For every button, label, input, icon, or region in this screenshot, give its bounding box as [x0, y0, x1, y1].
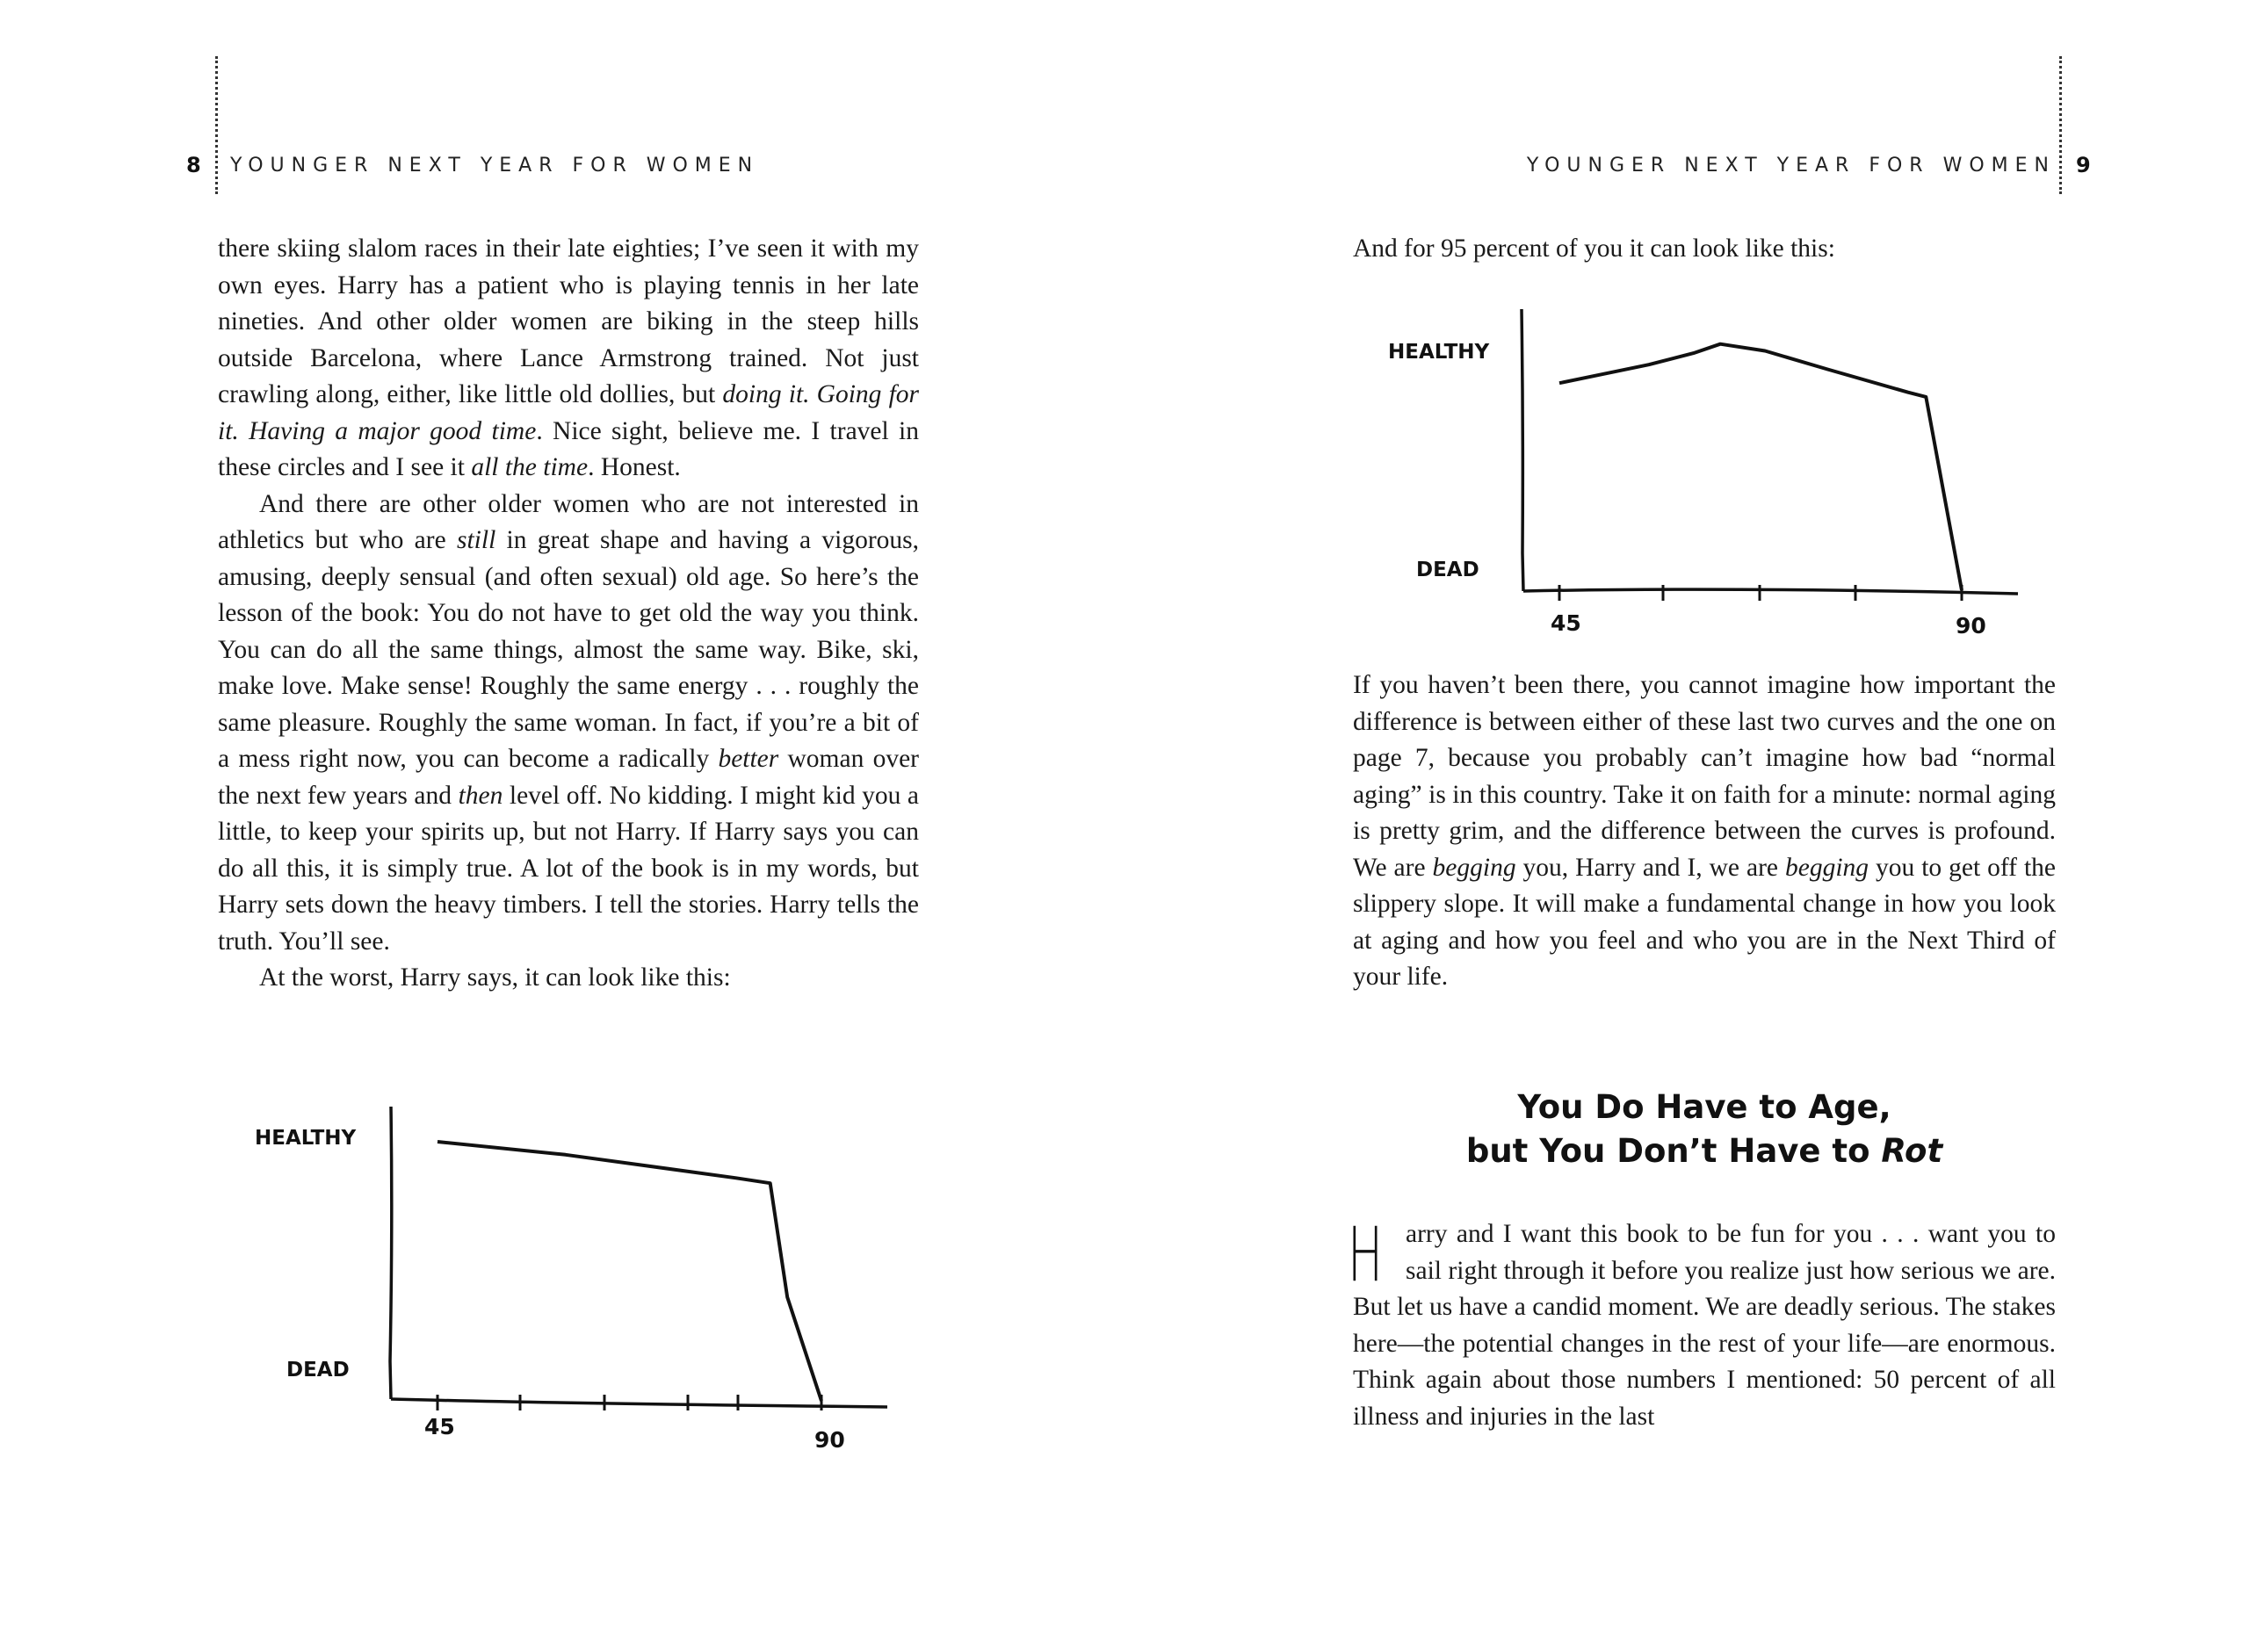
body-text-middle — [1353, 667, 2056, 996]
page-number: 8 — [186, 153, 201, 177]
y-label-dead: DEAD — [286, 1359, 350, 1381]
health-curve — [438, 1142, 821, 1401]
y-label-healthy: HEALTHY — [255, 1127, 357, 1150]
health-curve — [1559, 344, 1962, 590]
heading-line-2: but You Don’t Have to Rot — [1465, 1132, 1943, 1170]
section-heading — [1353, 1086, 2056, 1173]
running-head: YOUNGER NEXT YEAR FOR WOMEN — [230, 155, 760, 177]
body-text — [218, 231, 919, 997]
y-label-dead: DEAD — [1416, 559, 1479, 581]
page-number: 9 — [2076, 153, 2091, 177]
x-tick-label: 45 — [1551, 610, 1581, 636]
paragraph: If you haven’t been there, you cannot imagine how important the difference is between either of these last two curves and the one on page 7, because you probably can’t imagine how bad “normal aging” is in this country. Take it on faith for a minute: normal aging is pretty grim, and the difference between the curves is profound. We are begging you, Harry and I, we are begging you to get off the slippery slope. It will make a fundamental change in how you look at aging and how you feel and who you are in the Next Third of your life. — [1353, 671, 2057, 991]
chart-95-percent — [1379, 299, 2056, 650]
paragraph: Harry and I want this book to be fun for you . . . want you to sail right through it before you realize just how serious we are. But let us have a candid moment. We are deadly serious. The stakes here—the potential changes in the rest of your life—are enormous. Think again about those numbers I mentioned: 50 percent of all illness and injuries in the last — [1348, 1211, 2056, 1431]
left-page — [0, 0, 1124, 1652]
paragraph: And there are other older women who are not interested in athletics but who are still in great shape and having a vigorous, amusing, deeply sensual (and often sexual) old age. So here’s the lesson of the book: You do not have to get old the way you think. You can do all the same things, almost the same way. Bike, ski, make love. Make sense! Roughly the same energy . . . roughly the same pleasure. Roughly the same woman. In fact, if you’re a bit of a mess right now, you can become a radically better woman over the next few years and then level off. No kidding. I might kid you a little, to keep your spirits up, but not Harry. If Harry says you can do all this, it is simply true. A lot of the book is in my words, but Harry sets down the heavy timbers. I tell the stories. Harry tells the truth. You’ll see. — [218, 489, 920, 956]
x-tick-label: 90 — [1956, 613, 1986, 638]
paragraph: At the worst, Harry says, it can look like this: — [259, 963, 731, 992]
chart-worst-case — [246, 1098, 914, 1467]
y-label-healthy: HEALTHY — [1388, 341, 1490, 364]
drop-cap: H — [1348, 1211, 1384, 1299]
paragraph: there skiing slalom races in their late eighties; I’ve seen it with my own eyes. Harry has a patient who is playing tennis in her late nineties. And other older women are biking in the steep hills outside Barcelona, where Lance Armstrong trained. Not just crawling along, either, like little old dollies, but doing it. Going for it. Having a major good time. Nice sight, believe me. I travel in these circles and I see it all the time. Honest. — [218, 234, 919, 481]
x-axis — [391, 1399, 887, 1407]
x-tick-label: 90 — [814, 1427, 845, 1453]
header-rule — [2059, 56, 2062, 194]
y-axis — [390, 1107, 392, 1399]
body-text-top — [1353, 231, 2056, 268]
running-head: YOUNGER NEXT YEAR FOR WOMEN — [1526, 155, 2056, 177]
y-axis — [1522, 309, 1523, 591]
heading-line-1: You Do Have to Age, — [1517, 1088, 1891, 1126]
header-rule — [215, 56, 218, 194]
x-tick-label: 45 — [424, 1414, 455, 1439]
paragraph: And for 95 percent of you it can look like this: — [1353, 234, 1835, 263]
body-text-bottom — [1348, 1211, 2056, 1435]
x-axis — [1523, 589, 2018, 594]
